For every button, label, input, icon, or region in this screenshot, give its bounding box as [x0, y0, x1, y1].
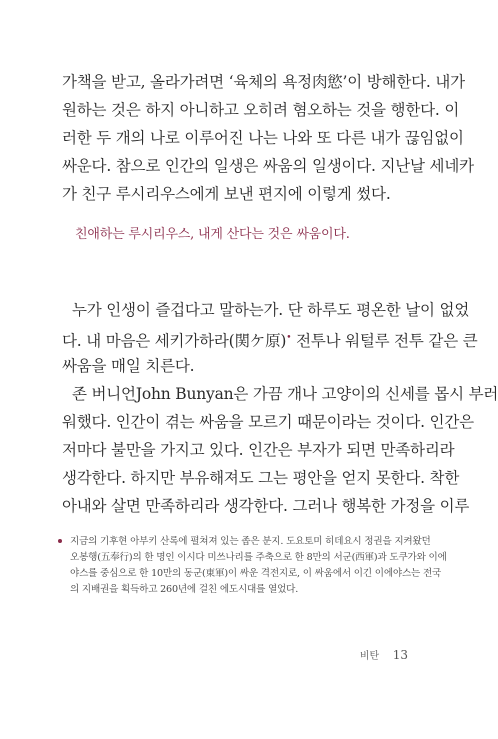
paragraph-2-text: 전투나 워털루 전투 같은 큰 — [291, 332, 478, 350]
paragraph-2 — [62, 296, 478, 380]
paragraph-1-line: 가 친구 루시리우스에게 보낸 편지에 이렇게 썼다. — [62, 185, 391, 203]
paragraph-3 — [62, 380, 498, 520]
paragraph-2-line: 싸움을 매일 치른다. — [62, 357, 195, 375]
paragraph-1-line: 원하는 것은 하지 아니하고 오히려 혐오하는 것을 행한다. 이 — [62, 101, 460, 119]
paragraph-3-line: 생각한다. 하지만 부유해져도 그는 평안을 얻지 못한다. 착한 — [62, 469, 460, 487]
paragraph-1 — [62, 68, 474, 208]
running-section-title: 비탄 — [359, 651, 380, 662]
paragraph-2-line: 누가 인생이 즐겁다고 말하는가. 단 하루도 평온한 날이 없었 — [72, 301, 470, 319]
paragraph-3-line: 워했다. 인간이 겪는 싸움을 모르기 때문이라는 것이다. 인간은 — [62, 413, 474, 431]
paragraph-1-line: 싸운다. 참으로 인간의 일생은 싸움의 일생이다. 지난날 세네카 — [62, 157, 474, 175]
paragraph-3-line: 저마다 불만을 가지고 있다. 인간은 부자가 되면 만족하리라 — [62, 441, 455, 459]
footnote-line: 오봉행(五奉行)의 한 명인 이시다 미쓰나리를 주축으로 한 8만의 서군(西軍)과 도쿠가와 이에 — [70, 552, 447, 563]
footnote-line: 야스를 중심으로 한 10만의 동군(東軍)이 싸운 격전지로, 이 싸움에서 이긴 이에야스는 전국 — [70, 568, 442, 579]
page-number: 13 — [392, 648, 408, 662]
paragraph-1-line: 러한 두 개의 나로 이루어진 나는 나와 또 다른 내가 끊임없이 — [62, 129, 464, 147]
paragraph-1-line: 가책을 받고, 올라가려면 ‘육체의 욕정肉慾’이 방해한다. 내가 — [62, 73, 465, 91]
footnote — [70, 534, 447, 598]
paragraph-2-line — [62, 324, 478, 352]
paragraph-2-text: 다. 내 마음은 세키가하라(関ケ原) — [62, 332, 287, 350]
page-footer — [360, 647, 408, 662]
footnote-line: 지금의 기후현 아부키 산록에 펼쳐져 있는 좁은 분지. 도요토미 히데요시 정권을 지켜왔던 — [70, 536, 431, 547]
footnote-line: 의 지배권을 획득하고 260년에 걸친 에도시대를 열었다. — [70, 584, 299, 595]
paragraph-3-line: 존 버니언John Bunyan은 가끔 개나 고양이의 신세를 몹시 부러 — [72, 385, 498, 403]
paragraph-3-line: 아내와 살면 만족하리라 생각한다. 그러나 행복한 가정을 이루 — [62, 497, 470, 515]
footnote-marker[interactable]: • — [286, 333, 292, 343]
footnote-bullet-icon — [58, 539, 62, 543]
block-quote: 친애하는 루시리우스, 내게 산다는 것은 싸움이다. — [75, 227, 350, 242]
